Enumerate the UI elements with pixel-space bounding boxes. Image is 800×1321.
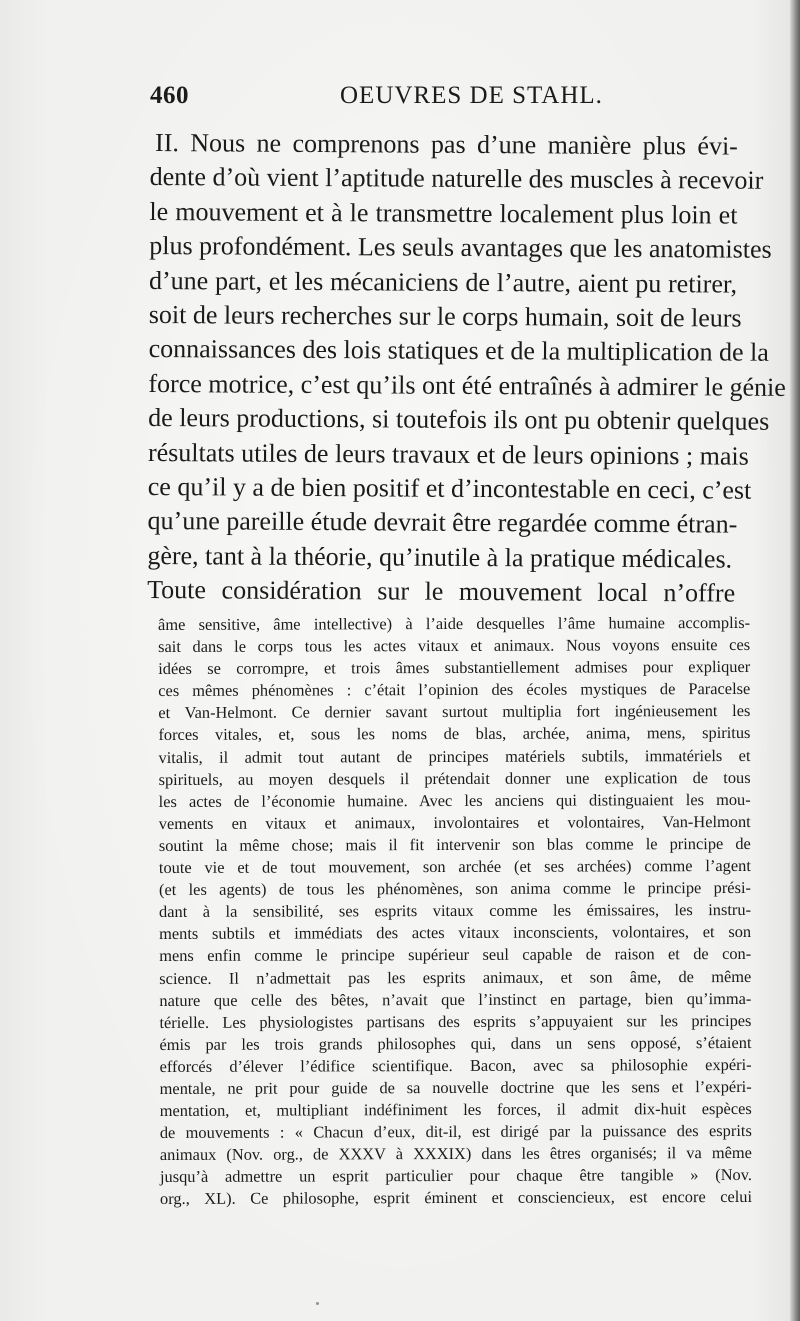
text-line: Toute considération sur le mouvement local n’offre [147, 575, 736, 608]
page-edge-shadow [790, 0, 800, 1321]
footnote-line: toute vie et de tout mouvement, son archée (et ses archées) comme l’agent [158, 855, 751, 878]
footnote-line: org., XL). Ce philosophe, esprit éminent et consciencieux, est encore celui [160, 1187, 753, 1209]
footnote-line: les actes de l’économie humaine. Avec les anciens qui distinguaient les mou- [158, 789, 751, 811]
footnote-line: térielle. Les physiologistes partisans des esprits s’appuyaient sur les principes [159, 1010, 752, 1032]
page-number: 460 [150, 82, 189, 109]
footnote-line: ments subtils et immédiats des actes vitaux inconscients, volontaires, et son [159, 922, 752, 944]
text-line: connaissances des lois statiques et de la multiplication de la [148, 334, 769, 368]
footnote-line: nature que celle des bêtes, n’avait que l’instinct en partage, bien qu’imma- [159, 988, 752, 1010]
footnote-line: mentation, et, multipliant indéfiniment les forces, il admit dix-huit espèces [159, 1098, 752, 1121]
footnote-line: spirituels, au moyen desquels il prétendait donner une explication de tous [158, 767, 751, 789]
text-line: soit de leurs recherches sur le corps humain, soit de leurs [148, 299, 742, 333]
text-line: II. Nous ne comprenons pas d’une manière plus évi- [149, 127, 738, 161]
footnote-line: sait dans le corps tous les actes vitaux et animaux. Nous voyons ensuite ces [158, 635, 751, 657]
running-head: OEUVRES DE STAHL. [340, 82, 603, 109]
footnote-line: de mouvements : « Chacun d’eux, dit-il, est dirigé par la puissance des esprits [159, 1121, 752, 1143]
footnote-line: dant à la sensibilité, ses esprits vitaux comme les émissaires, les instru- [159, 900, 752, 922]
footnote-line: (et les agents) de tous les phénomènes, son anima comme le principe prési- [158, 878, 751, 900]
footnote-line: jusqu’à admettre un esprit particulier pour chaque être tangible » (Nov. [159, 1165, 752, 1187]
text-line: d’une part, et les mécaniciens de l’autre, aient pu retirer, [148, 265, 738, 299]
paper-speck [316, 1302, 319, 1305]
footnote-line: et Van-Helmont. Ce dernier savant surtout multiplia fort ingénieusement les [158, 701, 751, 723]
footnote-line: vitalis, il admit tout autant de principes matériels subtils, immatériels et [158, 745, 751, 767]
main-paragraph [147, 126, 786, 611]
text-line: plus profondément. Les seuls avantages que les anatomistes [149, 231, 772, 264]
text-line: le mouvement et à le transmettre localement plus loin et [149, 196, 738, 230]
footnote-line: mens enfin comme le principe supérieur seul capable de raison et de con- [159, 944, 752, 966]
footnote-line: animaux (Nov. org., de XXXV à XXXIX) dans les êtres organisés; il va même [159, 1143, 752, 1165]
text-line: gère, tant à la théorie, qu’inutile à la pratique médicales. [147, 540, 733, 574]
footnote-line: forces vitales, et, sous les noms de blas, archée, anima, mens, spiritus [158, 723, 751, 745]
footnote-line: idées se corrompre, et trois âmes substantiellement admises pour expliquer [158, 657, 751, 679]
footnote-line: ces mêmes phénomènes : c’était l’opinion des écoles mystiques de Paracelse [158, 679, 751, 701]
text-line: dente d’où vient l’aptitude naturelle des muscles à recevoir [149, 162, 764, 196]
footnote-line: émis par les trois grands philosophes qui, dans un sens opposé, s’étaient [159, 1032, 752, 1054]
page-header [150, 82, 750, 118]
footnote-block [158, 612, 752, 1211]
text-line: force motrice, c’est qu’ils ont été entraînés à admirer le génie [148, 368, 786, 402]
footnote-line: âme sensitive, âme intellective) à l’aide desquelles l’âme humaine accomplis- [158, 612, 751, 634]
text-line: résultats utiles de leurs travaux et de leurs opinions ; mais [147, 437, 749, 471]
footnote-line: science. Il n’admettait pas les esprits animaux, et son âme, de même [159, 966, 752, 988]
text-line: ce qu’il y a de bien positif et d’incontestable en ceci, c’est [147, 471, 752, 505]
text-line: qu’une pareille étude devrait être regardée comme étran- [147, 506, 738, 539]
footnote-line: efforcés d’élever l’édifice scientifique. Bacon, avec sa philosophie expéri- [159, 1054, 752, 1076]
footnote-line: soutint la même chose; mais il fit intervenir son blas comme le principe de [158, 833, 751, 855]
text-line: de leurs productions, si toutefois ils ont pu obtenir quelques [148, 403, 770, 436]
footnote-line: mentale, ne prit pour guide de sa nouvelle doctrine que les sens et l’expéri- [159, 1076, 752, 1098]
footnote-line: vements en vitaux et animaux, involontaires et volontaires, Van-Helmont [158, 811, 751, 833]
